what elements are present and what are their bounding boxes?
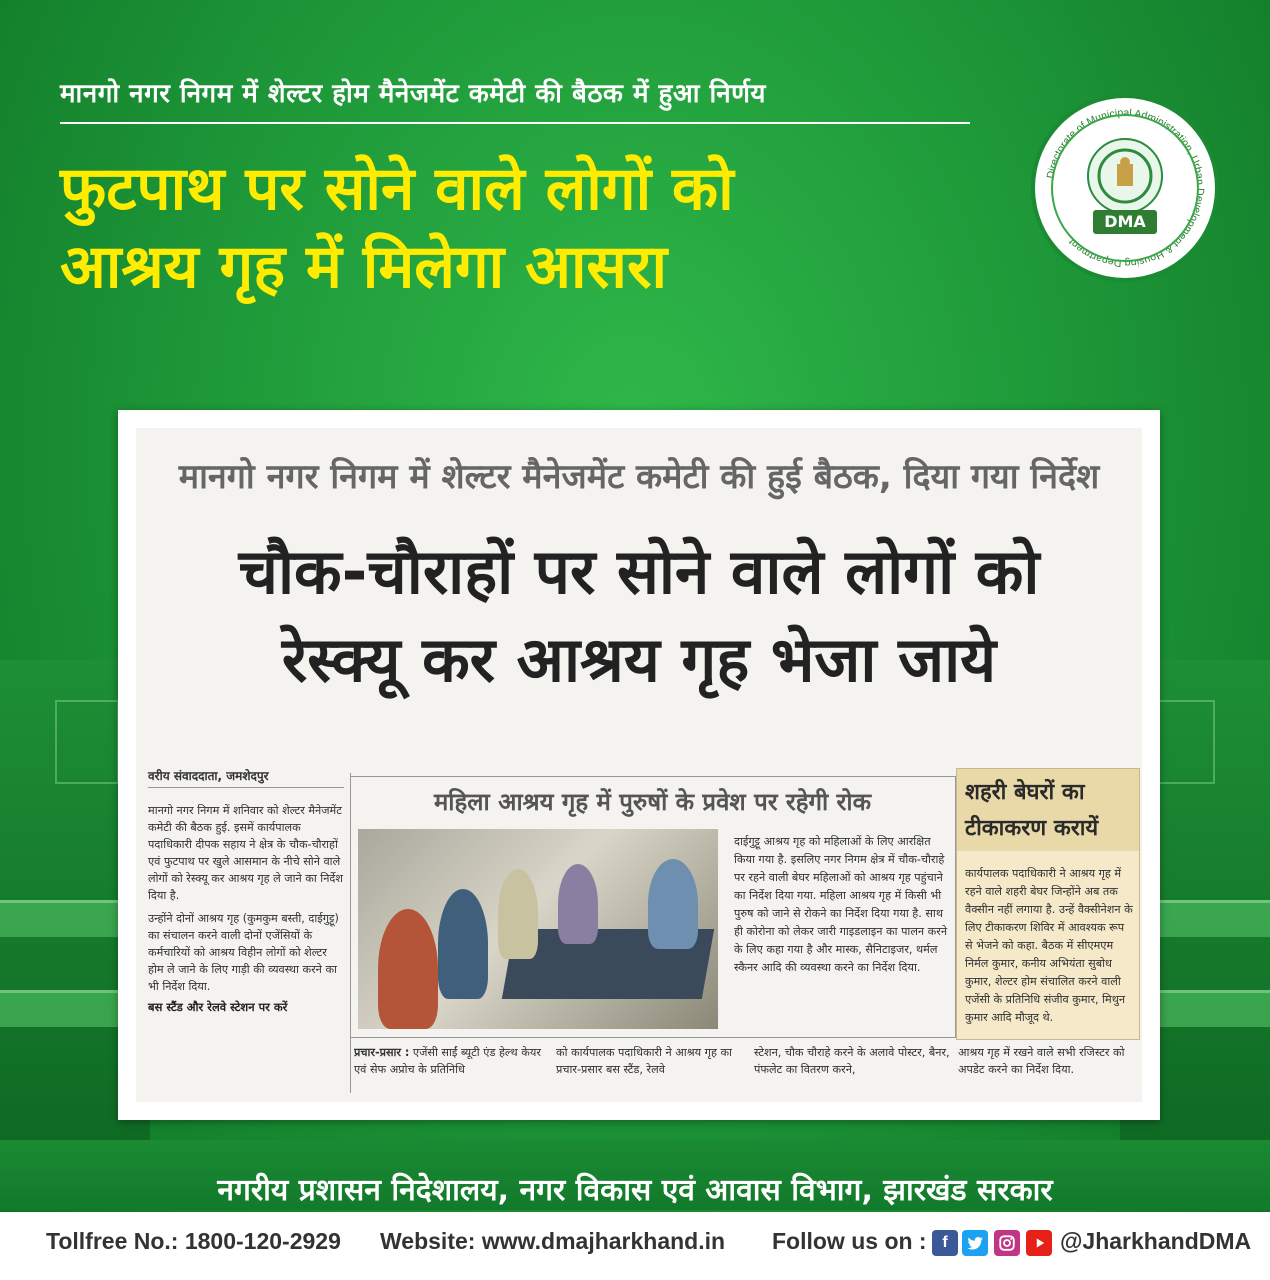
background-window-right xyxy=(1151,700,1215,784)
background-window-left xyxy=(55,700,119,784)
poster-subtitle: मानगो नगर निगम में शेल्टर होम मैनेजमेंट कमेटी की बैठक में हुआ निर्णय xyxy=(60,79,767,109)
department-name: नगरीय प्रशासन निदेशालय, नगर विकास एवं आवास विभाग, झारखंड सरकार xyxy=(217,1173,1053,1208)
headline-line-2: आश्रय गृह में मिलेगा आसरा xyxy=(60,232,668,302)
svg-text:Directorate of Municipal Admin: Directorate of Municipal Administration, Urban Development & Housing Department xyxy=(1044,106,1207,270)
clipping-paragraph: मानगो नगर निगम में शनिवार को शेल्टर मैनेजमेंट कमेटी की बैठक हुई. इसमें कार्यपालक पदाधिकारी दीपक सहाय ने क्षेत्र के चौक-चौराहों एवं फुटपाथ पर खुले आसमान के नीचे सोने वाले लोगों को रेस्क्यू कर आश्रय गृह ले जाने का निर्देश दिया है. xyxy=(148,804,343,902)
sidebar-text: कार्यपालक पदाधिकारी ने आश्रय गृह में रहने वाले शहरी बेघर जिन्होंने अब तक वैक्सीन नहीं लगाया है. उन्हें वैक्सीनेशन के लिए टीकाकरण शिविर में आवश्यक रूप से भेजने को कहा. बैठक में सीएमएम निर्मल कुमार, कनीय अभियंता सुबोध कुमार, शेल्टर होम संचालित करने वाली एजेंसी के प्रतिनिधि संजीव कुमार, मिथुन कुमार आदि मौजूद थे. xyxy=(965,867,1133,1024)
boxed-story-text: दाईगुट्टू आश्रय गृह को महिलाओं के लिए आरक्षित किया गया है. इसलिए नगर निगम क्षेत्र में चौक-चौराहे पर रहने वाली बेघर महिलाओं को आश्रय गृह पहुंचाने का निर्देश दिया गया. महिला आश्रय गृह में किसी भी पुरुष को जाने से रोकने का निर्देश दिया गया है. साथ ही कोरोना को लेकर जारी गाइडलाइन का पालन करने के लिए कहा गया है और मास्क, सैनिटाइजर, थर्मल स्कैनर आदि की व्यवस्था करने का निर्देश दिया. xyxy=(734,835,948,974)
instagram-icon[interactable] xyxy=(994,1230,1020,1256)
clipping-subheading: मानगो नगर निगम में शेल्टर मैनेजमेंट कमेटी की हुई बैठक, दिया गया निर्देश xyxy=(178,457,1100,497)
clipping-bottom-column xyxy=(354,1044,544,1102)
youtube-icon[interactable] xyxy=(1026,1230,1052,1256)
newspaper-clipping xyxy=(118,410,1160,1120)
background-bed xyxy=(0,900,130,937)
photo-person xyxy=(438,889,488,999)
clipping-paragraph: उन्होंने दोनों आश्रय गृह (कुमकुम बस्ती, दाईगुट्टू) का संचालन करने वाली दोनों एजेंसियों के कर्मचारियों को आश्रय विहीन लोगों को शेल्टर होम ले जाने के लिए गाड़ी की व्यवस्था करने का भी निर्देश दिया. xyxy=(148,912,339,993)
photo-person xyxy=(648,859,698,949)
clipping-boxed-story xyxy=(350,776,956,1038)
headline-line-1: फुटपाथ पर सोने वाले लोगों को xyxy=(60,154,734,224)
clipping-bottom-column: स्टेशन, चौक चौराहे करने के अलावे पोस्टर, बैनर, पंफलेट का वितरण करने, xyxy=(754,1046,950,1076)
clipping-bottom-columns xyxy=(350,1044,955,1104)
background-bed xyxy=(0,990,130,1027)
clipping-byline: वरीय संवाददाता, जमशेदपुर xyxy=(148,768,344,788)
follow-label: Follow us on : xyxy=(772,1228,927,1254)
contact-bar xyxy=(0,1212,1270,1280)
dma-logo xyxy=(1035,98,1215,278)
clipping-headline-line-2: रेस्क्यू कर आश्रय गृह भेजा जाये xyxy=(281,623,997,696)
facebook-icon[interactable]: f xyxy=(932,1230,958,1256)
clipping-left-column xyxy=(148,768,344,1098)
meeting-photo xyxy=(358,829,718,1029)
sidebar-title: शहरी बेघरों का टीकाकरण करायें xyxy=(957,769,1139,851)
poster-headline xyxy=(60,150,990,306)
clipping-subheading-small: बस स्टैंड और रेलवे स्टेशन पर करें xyxy=(148,1000,288,1014)
photo-person xyxy=(498,869,538,959)
clipping-headline-line-1: चौक-चौराहों पर सोने वाले लोगों को xyxy=(238,535,1040,608)
twitter-icon[interactable] xyxy=(962,1230,988,1256)
photo-person xyxy=(558,864,598,944)
clipping-headline xyxy=(136,528,1142,704)
logo-label: DMA xyxy=(1093,210,1157,234)
website-link[interactable]: Website: www.dmajharkhand.in xyxy=(380,1228,726,1254)
sidebar-bottom-text: आश्रय गृह में रखने वाले सभी रजिस्टर को अपडेट करने का निर्देश दिया. xyxy=(958,1046,1125,1076)
clipping-bottom-column: को कार्यपालक पदाधिकारी ने आश्रय गृह का प्रचार-प्रसार बस स्टैंड, रेलवे xyxy=(556,1046,732,1076)
state-emblem-icon xyxy=(1087,138,1163,214)
bottom-column-text: एजेंसी साईं ब्यूटी एंड हेल्थ केयर एवं सेफ अप्रोच के प्रतिनिधि xyxy=(354,1046,541,1076)
clipping-sidebar xyxy=(956,768,1140,1040)
tollfree-number: Tollfree No.: 1800-120-2929 xyxy=(46,1228,341,1254)
social-handle[interactable]: @JharkhandDMA xyxy=(1060,1228,1252,1254)
subtitle-divider xyxy=(60,122,970,124)
clipping-content xyxy=(136,428,1142,1102)
boxed-story-title: महिला आश्रय गृह में पुरुषों के प्रवेश पर रहेगी रोक xyxy=(433,788,872,816)
photo-person xyxy=(378,909,438,1029)
bottom-column-label: प्रचार-प्रसार : xyxy=(354,1046,410,1059)
